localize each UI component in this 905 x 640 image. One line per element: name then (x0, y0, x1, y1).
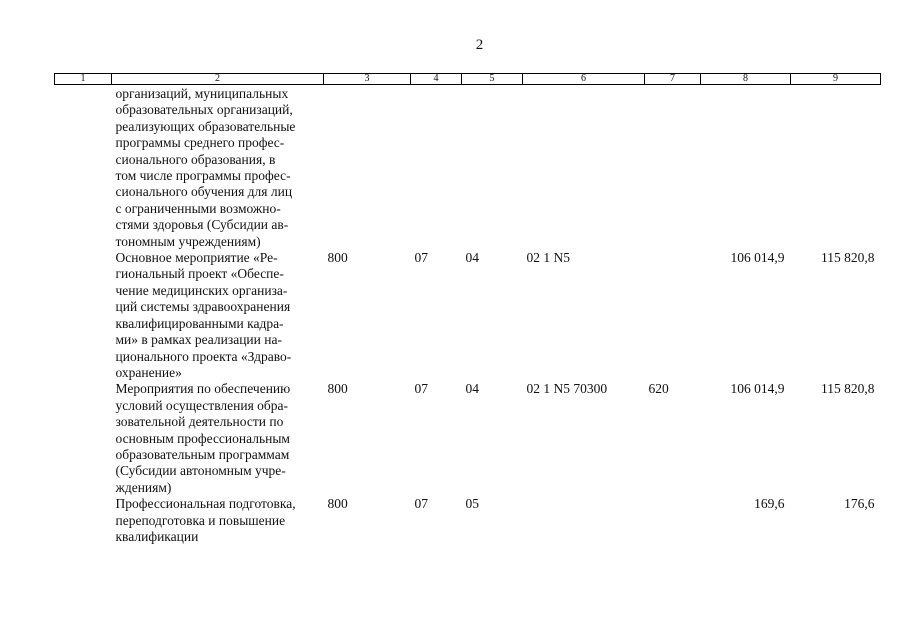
cell-col-1 (55, 381, 112, 496)
cell-c5 (462, 85, 523, 251)
name-line: квалификации (115, 528, 199, 544)
name-line: гиональный проект «Обеспе- (115, 266, 284, 282)
name-line: Мероприятия по обеспечению (115, 381, 291, 397)
cell-c9: 176,6 (844, 496, 875, 512)
name-line: Профессиональная подготовка, (115, 496, 296, 512)
table-row (55, 85, 881, 251)
cell-c9: 115 820,8 (821, 381, 875, 397)
cell-c8: 106 014,9 (730, 250, 785, 266)
page-number: 2 (475, 37, 484, 53)
cell-c3: 800 (327, 250, 348, 266)
name-line: чение медицинских организа- (115, 282, 288, 298)
cell-c4 (411, 85, 462, 251)
cell-c5: 05 (465, 496, 479, 512)
table-row (55, 496, 881, 545)
name-line: ционального проекта «Здраво- (115, 348, 292, 364)
name-line: тономным учреждениям) (115, 233, 261, 249)
cell-c3 (324, 85, 411, 251)
cell-col-1 (55, 496, 112, 545)
cell-c4: 07 (414, 496, 428, 512)
name-line: организаций, муниципальных (115, 86, 289, 101)
cell-name (112, 250, 324, 381)
cell-c7 (645, 496, 701, 545)
header-col-3: 3 (324, 74, 411, 85)
budget-table (54, 73, 881, 545)
cell-c4: 07 (414, 250, 428, 266)
cell-c7: 620 (648, 381, 669, 397)
cell-col-1 (55, 85, 112, 251)
header-col-5: 5 (462, 74, 523, 85)
cell-c6: 02 1 N5 (526, 250, 570, 266)
cell-c6: 02 1 N5 70300 (526, 381, 608, 397)
cell-c6 (523, 496, 645, 545)
name-line: переподготовка и повышение (115, 512, 286, 528)
cell-c8: 169,6 (754, 496, 785, 512)
cell-c5: 04 (465, 250, 479, 266)
cell-c8 (701, 85, 791, 251)
name-line: ждениям) (115, 479, 172, 495)
header-col-7: 7 (645, 74, 701, 85)
cell-c3: 800 (327, 496, 348, 512)
header-col-1: 1 (55, 74, 112, 85)
name-line: сионального обучения для лиц (115, 184, 293, 200)
table-row (55, 250, 881, 381)
cell-c3: 800 (327, 381, 348, 397)
cell-name (112, 381, 324, 496)
name-line: программы среднего профес- (115, 135, 285, 151)
header-col-2: 2 (112, 74, 324, 85)
cell-c9: 115 820,8 (821, 250, 875, 266)
cell-c8: 106 014,9 (730, 381, 785, 397)
cell-name (112, 85, 324, 251)
name-line: ми» в рамках реализации на- (115, 332, 282, 348)
cell-name (112, 496, 324, 545)
cell-c5: 04 (465, 381, 479, 397)
table-row (55, 381, 881, 496)
cell-col-1 (55, 250, 112, 381)
name-line: реализующих образовательные (115, 118, 296, 134)
name-line: квалифицированными кадра- (115, 315, 284, 331)
name-line: сионального образования, в (115, 151, 276, 167)
header-col-4: 4 (411, 74, 462, 85)
name-line: охранение» (115, 364, 182, 380)
name-line: стями здоровья (Субсидии ав- (115, 217, 289, 233)
name-line: условий осуществления обра- (115, 397, 289, 413)
header-col-6: 6 (523, 74, 645, 85)
cell-c4: 07 (414, 381, 428, 397)
header-col-8: 8 (701, 74, 791, 85)
header-row (55, 74, 881, 85)
cell-c6 (523, 85, 645, 251)
cell-c7 (645, 250, 701, 381)
cell-c7 (645, 85, 701, 251)
name-line: том числе программы профес- (115, 168, 291, 184)
name-line: образовательных организаций, (115, 102, 293, 118)
name-line: (Субсидии автономным учре- (115, 463, 286, 479)
name-line: Основное мероприятие «Ре- (115, 250, 278, 266)
name-line: с ограниченными возможно- (115, 200, 281, 216)
name-line: ций системы здравоохранения (115, 299, 291, 315)
header-col-9: 9 (791, 74, 881, 85)
name-line: образовательным программам (115, 446, 290, 462)
name-line: зовательной деятельности по (115, 414, 284, 430)
name-line: основным профессиональным (115, 430, 290, 446)
cell-c9 (791, 85, 881, 251)
